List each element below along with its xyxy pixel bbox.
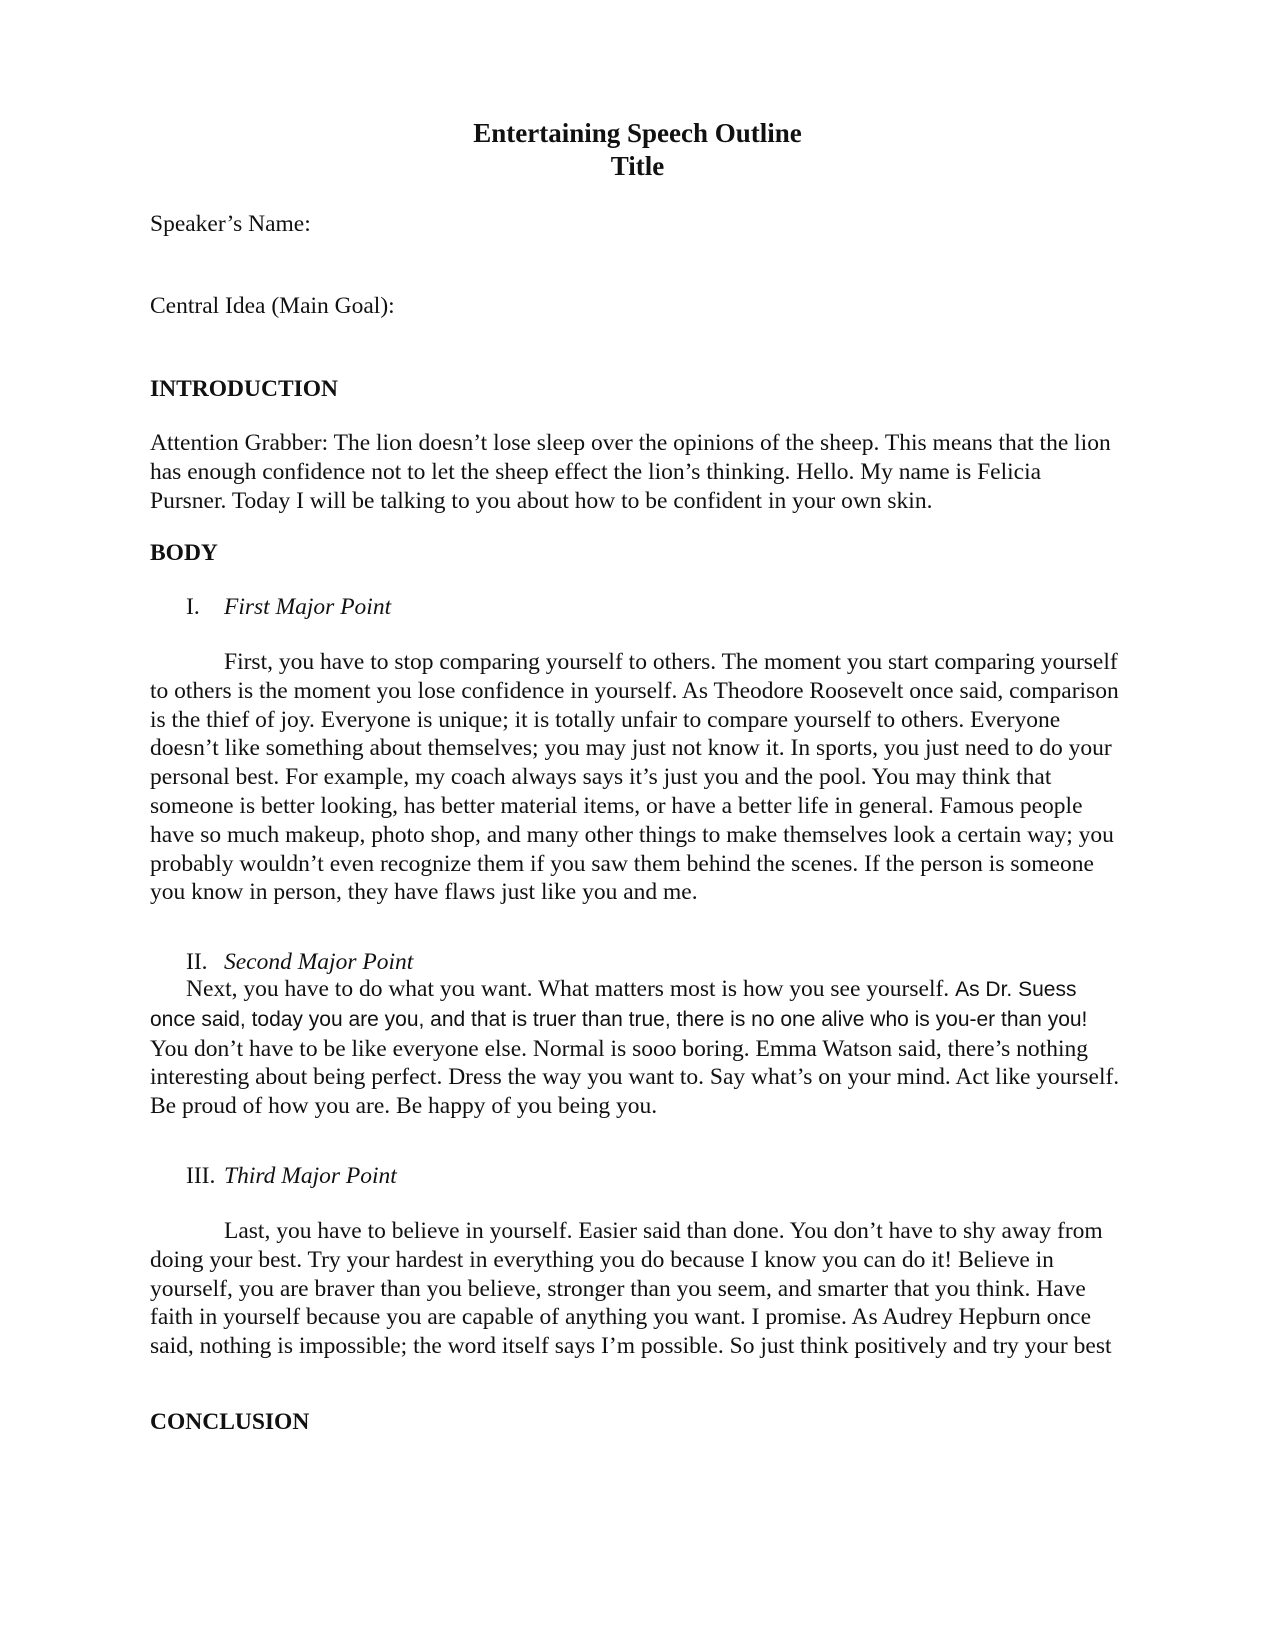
- document-title: Entertaining Speech Outline: [473, 118, 802, 148]
- speaker-name-label: Speaker’s Name:: [150, 211, 311, 237]
- second-point-heading: [186, 948, 413, 976]
- second-point-numeral: II.: [186, 949, 208, 975]
- first-point-label: First Major Point: [224, 594, 392, 620]
- document-subtitle: Title: [610, 151, 665, 181]
- second-point-label: Second Major Point: [224, 949, 414, 975]
- first-point-heading: [186, 593, 391, 621]
- body-heading: BODY: [150, 540, 218, 566]
- third-point-label: Third Major Point: [224, 1163, 397, 1189]
- title-block: [0, 117, 1275, 183]
- third-point-numeral: III.: [186, 1163, 216, 1189]
- second-point-quote: As Dr. Suess once said, today you are you, and that is truer than true, there is no one alive who is you-er than you!: [150, 978, 1088, 1031]
- second-point-text: [150, 975, 1120, 1121]
- second-point-text-part1: Next, you have to do what you want. What matters most is how you see yourself.: [186, 976, 950, 1002]
- introduction-text: Attention Grabber: The lion doesn’t lose sleep over the opinions of the sheep. This means that the lion has enough confidence not to let the sheep effect the lion’s thinking. Hello. My name is Felicia Pursner. Today I will be talking to you about how to be confident in your own skin.: [150, 430, 1111, 514]
- third-point-heading: [186, 1162, 397, 1190]
- central-idea-label: Central Idea (Main Goal):: [150, 293, 395, 319]
- first-point-text: First, you have to stop comparing yourself to others. The moment you start comparing yourself to others is the moment you lose confidence in yourself. As Theodore Roosevelt once said, comparison is the thief of joy. Everyone is unique; it is totally unfair to compare yourself to others. Everyone doesn’t like something about themselves; you may just not know it. In sports, you just need to do your personal best. For example, my coach always says it’s just you and the pool. You may think that someone is better looking, has better material items, or have a better life in general. Famous people have so much makeup, photo shop, and many other things to make themselves look a certain way; you probably wouldn’t even recognize them if you saw them behind the scenes. If the person is someone you know in person, they have flaws just like you and me.: [150, 649, 1119, 906]
- first-point-numeral: I.: [186, 594, 200, 620]
- conclusion-heading: CONCLUSION: [150, 1409, 310, 1435]
- introduction-heading: INTRODUCTION: [150, 376, 339, 402]
- second-point-text-part2: You don’t have to be like everyone else. Normal is sooo boring. Emma Watson said, there’s nothing interesting about being perfect. Dress the way you want to. Say what’s on your mind. Act like yourself. Be proud of how you are. Be happy of you being you.: [150, 1035, 1120, 1120]
- third-point-text: Last, you have to believe in yourself. Easier said than done. You don’t have to shy away from doing your best. Try your hardest in everything you do because I know you can do it! Believe in yourself, you are braver than you believe, stronger than you seem, and smarter that you think. Have faith in yourself because you are capable of anything you want. I promise. As Audrey Hepburn once said, nothing is impossible; the word itself says I’m possible. So just think positively and try your best: [150, 1218, 1112, 1360]
